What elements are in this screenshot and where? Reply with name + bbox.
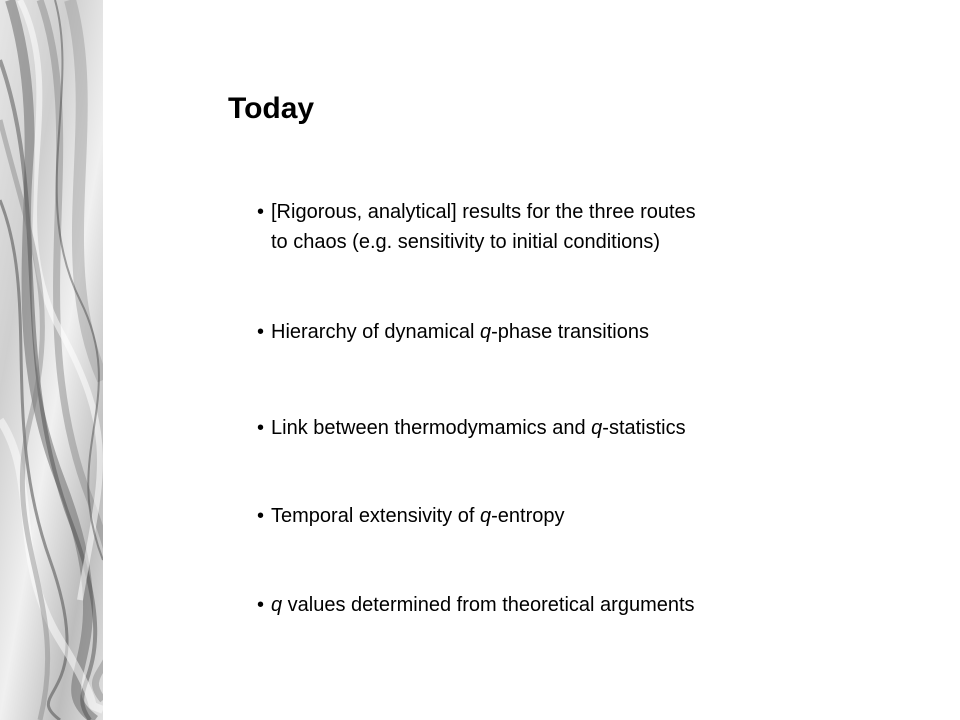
bullet-text-post: -entropy	[491, 505, 565, 527]
bullet-text-line1: [Rigorous, analytical] results for the three routes	[271, 201, 696, 223]
bullet-item-thermodynamics-link	[257, 413, 686, 443]
bullet-text-pre: Link between thermodymamics and	[271, 417, 592, 439]
bullet-marker: •	[257, 321, 265, 343]
bullet-text-pre: Temporal extensivity of	[271, 505, 480, 527]
bullet-marker: •	[257, 505, 265, 527]
swirl-pattern-graphic	[0, 0, 103, 720]
bullet-text-italic-q: q	[479, 505, 492, 527]
bullet-text-line2: to chaos (e.g. sensitivity to initial conditions)	[271, 231, 661, 253]
bullet-marker: •	[257, 201, 265, 223]
bullet-text-italic-q: q	[271, 594, 283, 616]
bullet-text-post: -statistics	[602, 417, 686, 439]
bullet-item-q-values	[257, 590, 695, 620]
bullet-text-italic-q: q	[591, 417, 603, 439]
bullet-text-post: -phase transitions	[491, 321, 649, 343]
bullet-text-post: values determined from theoretical arguments	[282, 594, 695, 616]
bullet-item-temporal-extensivity	[257, 501, 564, 531]
bullet-item-hierarchy	[257, 317, 649, 347]
bullet-marker: •	[257, 417, 265, 439]
bullet-text-pre: Hierarchy of dynamical	[271, 321, 480, 343]
bullet-text-italic-q: q	[479, 321, 492, 343]
slide-title: Today	[228, 92, 315, 125]
decorative-swirl-panel	[0, 0, 103, 720]
bullet-item-rigorous-results	[257, 197, 696, 257]
bullet-marker: •	[257, 594, 265, 616]
